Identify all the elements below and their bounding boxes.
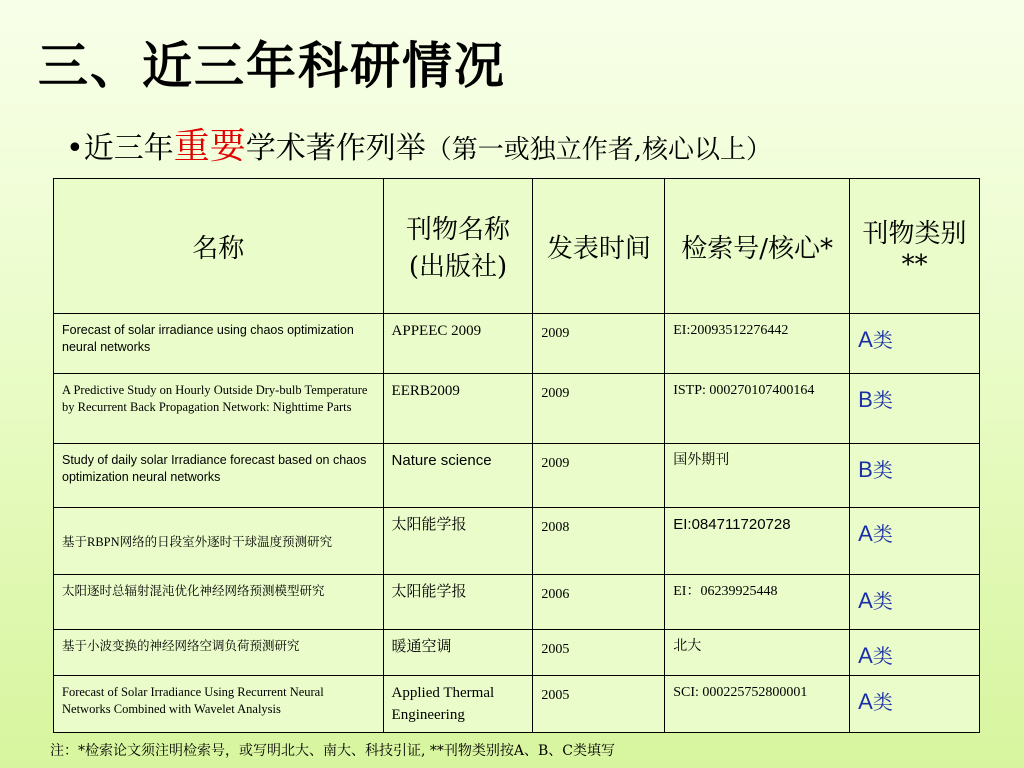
row-name: 太阳逐时总辐射混沌优化神经网络预测模型研究 — [54, 575, 384, 630]
table-row — [54, 508, 980, 575]
row-category: A类 — [850, 575, 980, 630]
table-row — [54, 630, 980, 676]
subtitle-post: 学术著作列举 — [245, 131, 426, 166]
header-journal: 刊物名称(出版社) — [383, 179, 533, 314]
row-name: A Predictive Study on Hourly Outside Dry-bulb Temperature by Recurrent Back Propagation Network: Nighttime Parts — [54, 374, 384, 444]
subtitle — [66, 118, 772, 169]
row-year: 2005 — [533, 630, 665, 676]
row-index: EI:084711720728 — [665, 508, 850, 575]
row-category: B类 — [850, 374, 980, 444]
row-index: EI:20093512276442 — [665, 314, 850, 374]
bullet-point: • — [66, 131, 84, 166]
row-journal: 暖通空调 — [383, 630, 533, 676]
row-category: A类 — [850, 676, 980, 733]
row-name: Forecast of Solar Irradiance Using Recurrent Neural Networks Combined with Wavelet Analysis — [54, 676, 384, 733]
row-year: 2009 — [533, 314, 665, 374]
row-journal: Nature science — [383, 444, 533, 508]
row-year: 2006 — [533, 575, 665, 630]
header-category: 刊物类别** — [850, 179, 980, 314]
page-title: 三、近三年科研情况 — [38, 36, 506, 95]
row-journal: Applied Thermal Engineering — [383, 676, 533, 733]
row-journal: 太阳能学报 — [383, 575, 533, 630]
row-name: 基于小波变换的神经网络空调负荷预测研究 — [54, 630, 384, 676]
subtitle-pre: 近三年 — [83, 131, 174, 166]
table-row — [54, 314, 980, 374]
row-name: Study of daily solar Irradiance forecast based on chaos optimization neural networks — [54, 444, 384, 508]
row-category: B类 — [850, 444, 980, 508]
row-name: 基于RBPN网络的日段室外逐时干球温度预测研究 — [54, 508, 384, 575]
footnote: 注：*检索论文须注明检索号，或写明北大、南大、科技引证, **刊物类别按A、B、C类填写 — [50, 743, 616, 759]
subtitle-emphasis: 重要 — [173, 126, 246, 167]
row-index: SCI: 000225752800001 — [665, 676, 850, 733]
row-category: A类 — [850, 508, 980, 575]
row-category: A类 — [850, 314, 980, 374]
subtitle-note: （第一或独立作者,核心以上） — [425, 135, 772, 165]
header-index: 检索号/核心* — [665, 179, 850, 314]
table-row — [54, 444, 980, 508]
header-date: 发表时间 — [533, 179, 665, 314]
publications-table — [53, 178, 980, 733]
row-index: ISTP: 000270107400164 — [665, 374, 850, 444]
row-index: 国外期刊 — [665, 444, 850, 508]
row-year: 2005 — [533, 676, 665, 733]
table-row — [54, 374, 980, 444]
row-index: 北大 — [665, 630, 850, 676]
row-year: 2008 — [533, 508, 665, 575]
header-name: 名称 — [54, 179, 384, 314]
table-row — [54, 676, 980, 733]
row-year: 2009 — [533, 374, 665, 444]
row-index: EI：06239925448 — [665, 575, 850, 630]
row-category: A类 — [850, 630, 980, 676]
row-journal: APPEEC 2009 — [383, 314, 533, 374]
row-journal: 太阳能学报 — [383, 508, 533, 575]
table-row — [54, 575, 980, 630]
row-year: 2009 — [533, 444, 665, 508]
row-name: Forecast of solar irradiance using chaos optimization neural networks — [54, 314, 384, 374]
row-journal: EERB2009 — [383, 374, 533, 444]
